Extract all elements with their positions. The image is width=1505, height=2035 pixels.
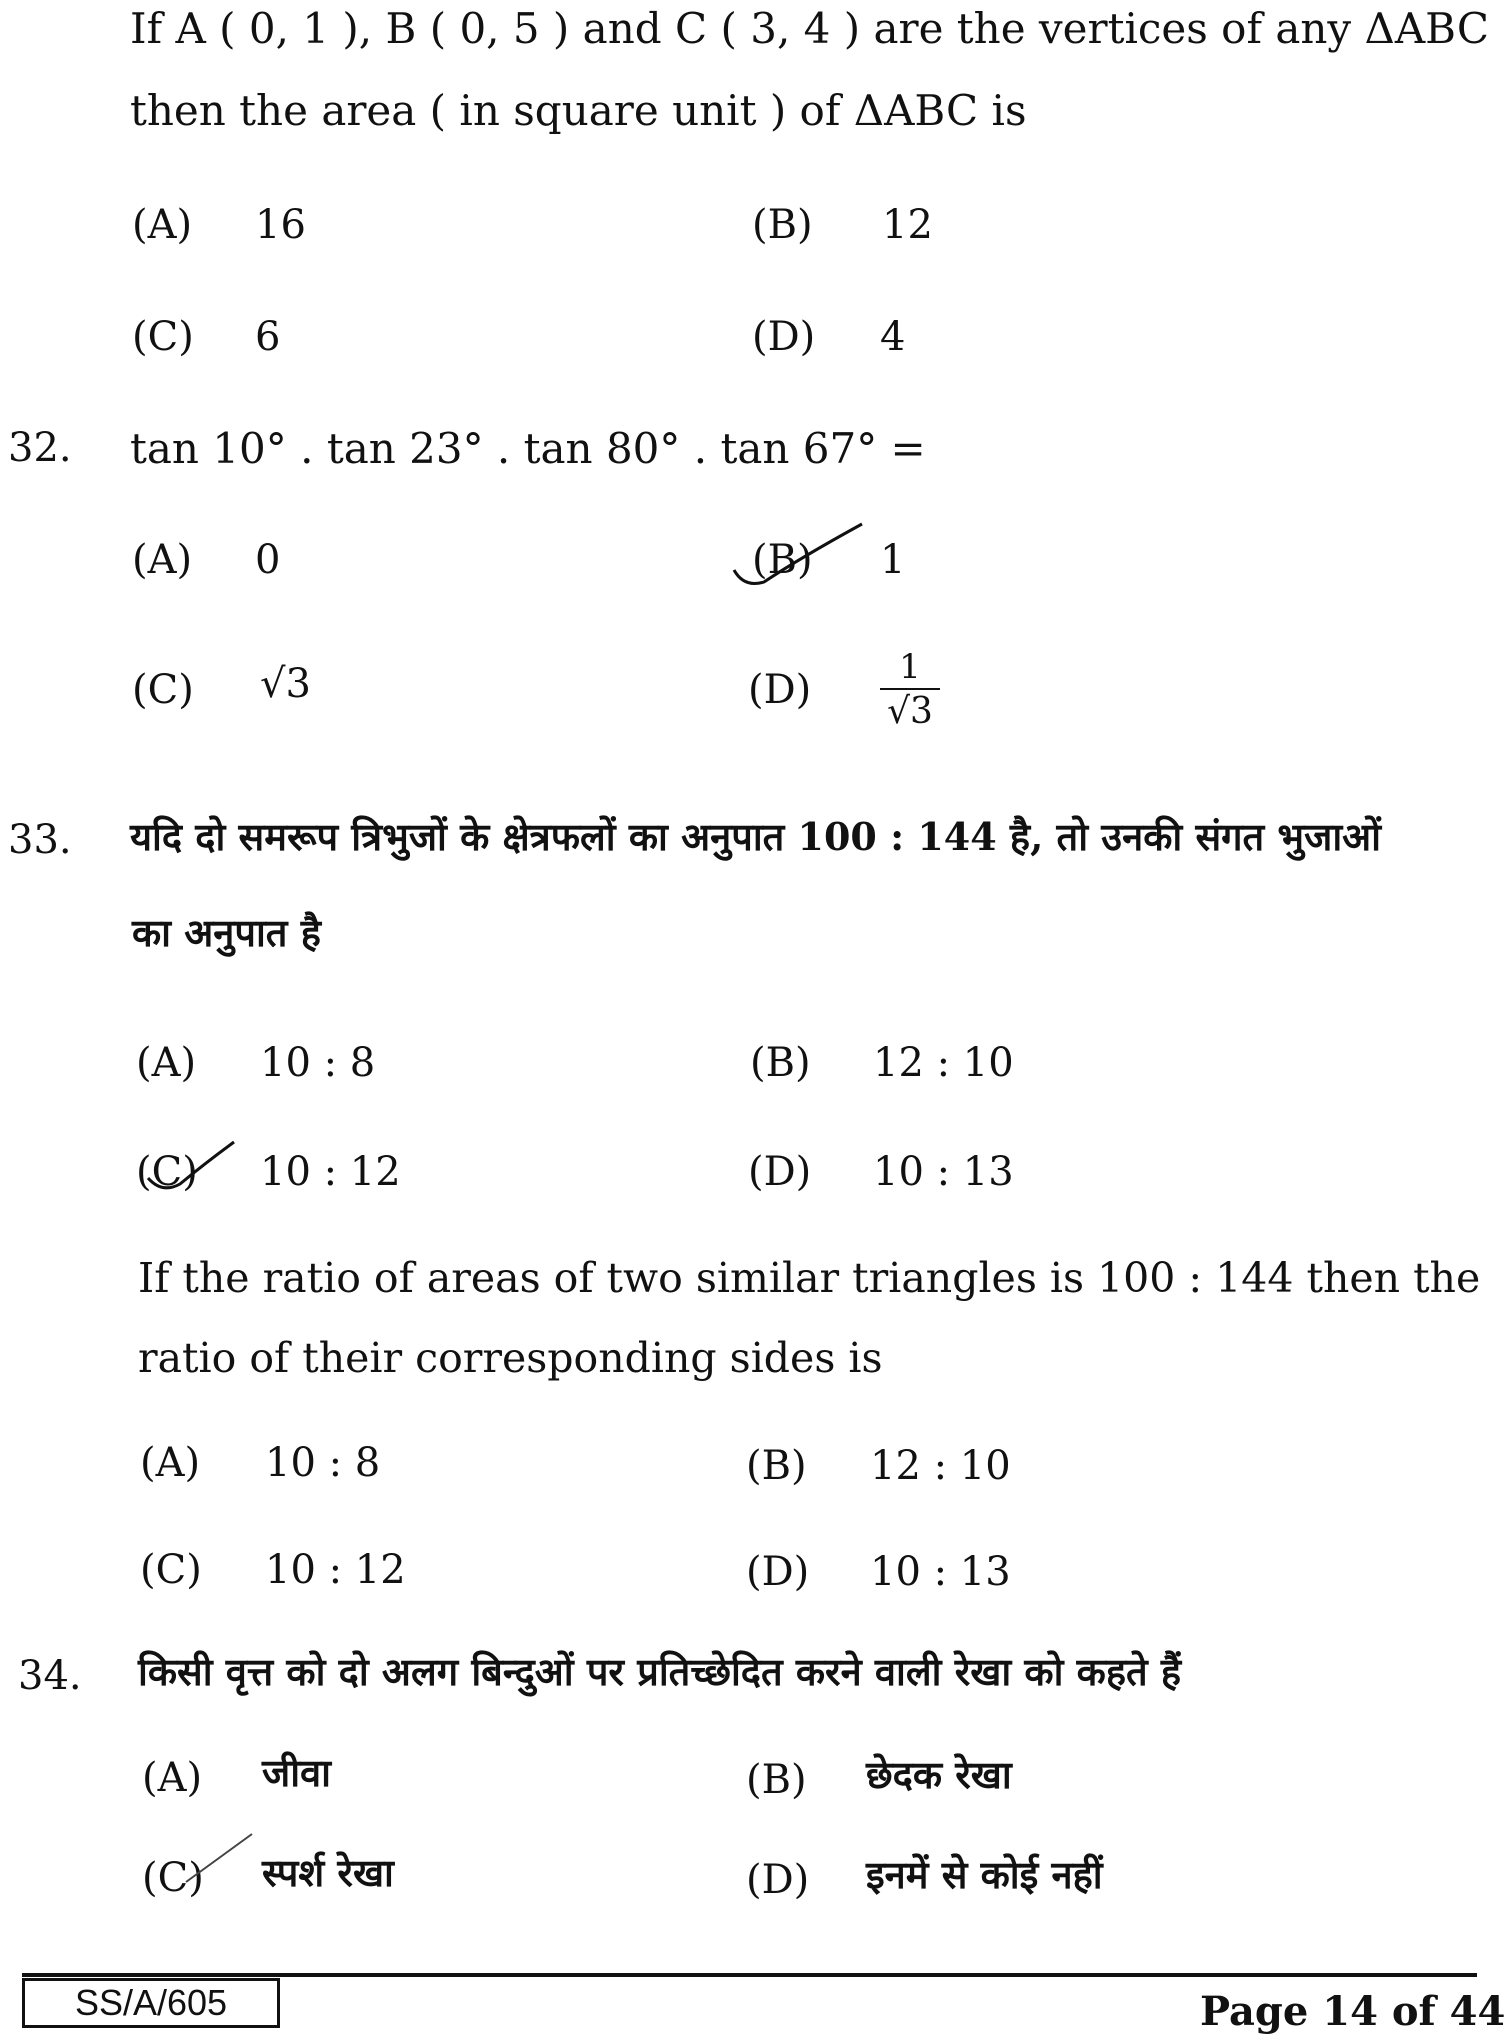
q33-hindi-option-a-label: (A) — [136, 1040, 197, 1086]
q34-option-b-label: (B) — [746, 1757, 807, 1803]
q34-hindi-text: किसी वृत्त को दो अलग बिन्दुओं पर प्रतिच्छेदित करने वाली रेखा को कहते हैं — [138, 1649, 1182, 1694]
q33-hindi-line2: का अनुपात है — [132, 910, 321, 955]
q34-option-c-value: स्पर्श रेखा — [262, 1850, 394, 1895]
q32-option-a-label: (A) — [132, 537, 193, 583]
fraction-numerator: 1 — [899, 647, 921, 687]
q32-option-c-label: (C) — [132, 667, 194, 713]
q33-english-option-d-label: (D) — [746, 1549, 810, 1595]
q33-hindi-option-a-value: 10 : 8 — [260, 1040, 376, 1086]
tick-mark-q33-c — [140, 1138, 240, 1198]
q31-option-b-value: 12 — [882, 202, 933, 248]
q33-english-option-c-value: 10 : 12 — [265, 1547, 406, 1593]
q33-hindi-option-d-label: (D) — [748, 1149, 812, 1195]
q33-english-option-d-value: 10 : 13 — [870, 1549, 1011, 1595]
q31-option-d-value: 4 — [880, 314, 906, 360]
q33-english-option-b-value: 12 : 10 — [870, 1443, 1011, 1489]
fraction-denominator: √3 — [887, 691, 933, 732]
q31-option-a-label: (A) — [132, 202, 193, 248]
paper-code-box — [22, 1978, 280, 2028]
q33-hindi-line1: यदि दो समरूप त्रिभुजों के क्षेत्रफलों का अनुपात 100 : 144 है, तो उनकी संगत भुजाओं — [130, 814, 1382, 859]
q32-option-b-value: 1 — [880, 537, 906, 583]
q33-hindi-option-c-value: 10 : 12 — [260, 1149, 401, 1195]
q34-option-d-label: (D) — [746, 1857, 810, 1903]
q34-option-b-value: छेदक रेखा — [866, 1752, 1012, 1797]
q33-hindi-option-d-value: 10 : 13 — [873, 1149, 1014, 1195]
q32-option-a-value: 0 — [255, 537, 281, 583]
q32-number: 32. — [8, 425, 72, 471]
footer-rule — [22, 1973, 1477, 1977]
q33-hindi-option-b-value: 12 : 10 — [873, 1040, 1014, 1086]
q33-english-line2: ratio of their corresponding sides is — [138, 1334, 883, 1382]
q33-english-option-c-label: (C) — [140, 1547, 202, 1593]
q31-option-c-label: (C) — [132, 314, 194, 360]
q34-option-c-label: (C) — [142, 1855, 204, 1901]
q34-option-a-label: (A) — [142, 1755, 203, 1801]
q32-option-d-fraction — [870, 647, 950, 732]
q32-option-c-value: √3 — [260, 661, 311, 707]
q31-text-line1: If A ( 0, 1 ), B ( 0, 5 ) and C ( 3, 4 ) are the vertices of any ΔABC — [130, 4, 1489, 53]
q33-english-option-b-label: (B) — [746, 1443, 807, 1489]
q33-english-option-a-value: 10 : 8 — [265, 1440, 381, 1486]
q34-number: 34. — [18, 1653, 82, 1699]
page-number: Page 14 of 44 — [1200, 1988, 1505, 2035]
fraction-bar — [880, 688, 940, 690]
tick-mark-q32-b — [730, 518, 870, 598]
q33-hindi-option-b-label: (B) — [750, 1040, 811, 1086]
q32-text: tan 10° . tan 23° . tan 80° . tan 67° = — [130, 424, 926, 473]
q31-option-a-value: 16 — [255, 202, 306, 248]
q34-option-a-value: जीवा — [262, 1750, 332, 1795]
q31-option-d-label: (D) — [752, 314, 816, 360]
tick-mark-q34-c — [180, 1828, 260, 1888]
q34-option-d-value: इनमें से कोई नहीं — [866, 1852, 1103, 1897]
q32-option-b-label: (B) — [752, 537, 813, 583]
q33-english-option-a-label: (A) — [140, 1440, 201, 1486]
q33-number: 33. — [8, 817, 72, 863]
q31-text-line2: then the area ( in square unit ) of ΔABC is — [130, 86, 1027, 135]
q31-option-b-label: (B) — [752, 202, 813, 248]
q33-english-line1: If the ratio of areas of two similar triangles is 100 : 144 then the — [138, 1254, 1481, 1302]
q31-option-c-value: 6 — [255, 314, 281, 360]
q33-hindi-option-c-label: (C) — [136, 1149, 198, 1195]
paper-code: SS/A/605 — [74, 1982, 228, 2023]
q32-option-d-label: (D) — [748, 667, 812, 713]
